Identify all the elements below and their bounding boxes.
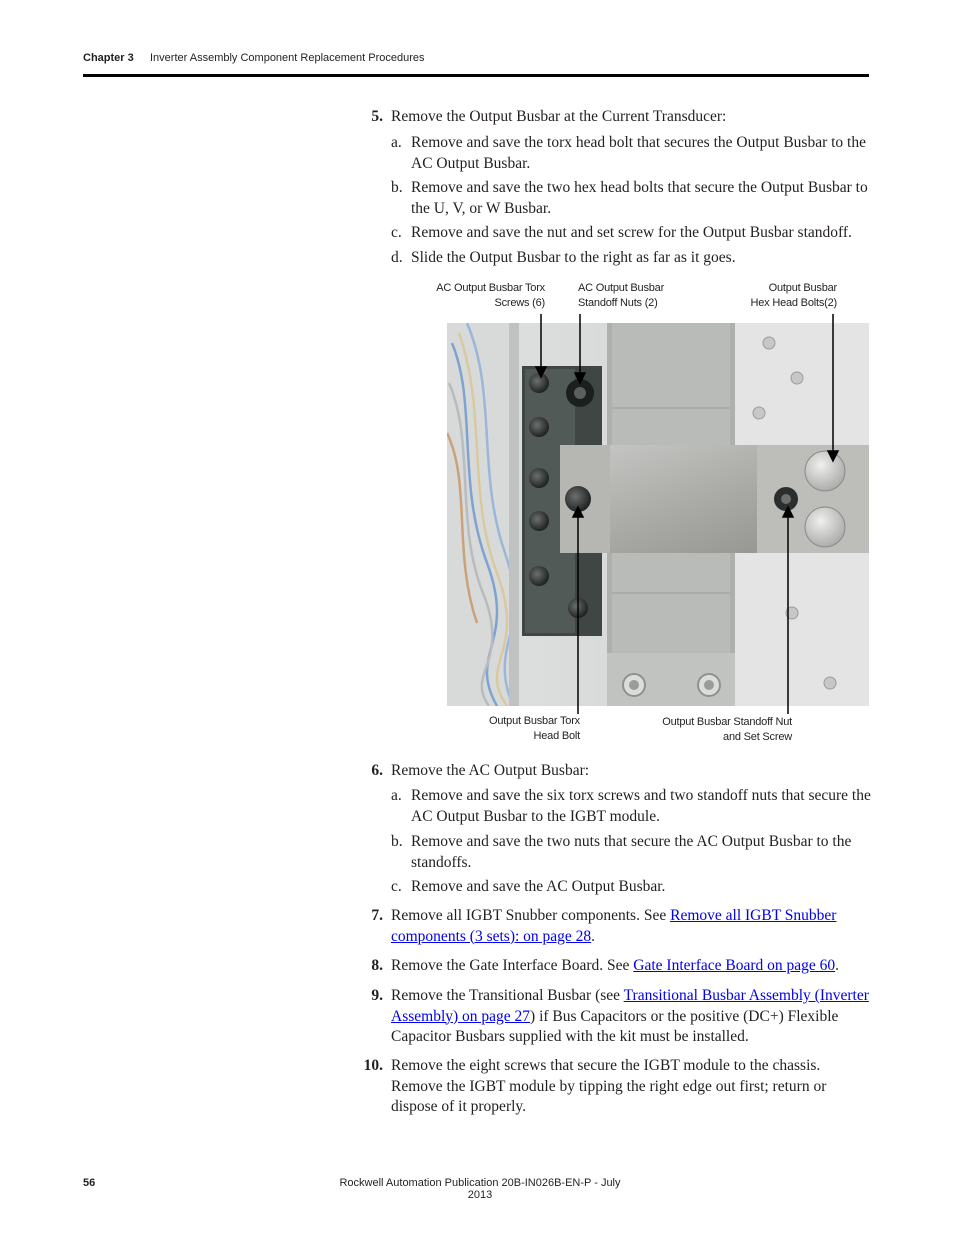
chapter-title: Inverter Assembly Component Replacement Procedures xyxy=(150,52,425,64)
step-number: 7. xyxy=(371,907,383,924)
link-gate-interface-board[interactable]: Gate Interface Board on page 60 xyxy=(633,957,836,974)
callout-line: AC Output Busbar Torx xyxy=(436,282,545,294)
substep-text: Slide the Output Busbar to the right as far as it goes. xyxy=(411,249,736,266)
chapter-label: Chapter 3 xyxy=(83,52,134,64)
step-text-pre: Remove all IGBT Snubber components. See xyxy=(391,907,671,924)
substep-text: Remove and save the AC Output Busbar. xyxy=(411,878,666,895)
step-number: 5. xyxy=(371,108,383,125)
substep-text: Remove and save the two nuts that secure the AC Output Busbar to the standoffs. xyxy=(411,833,852,871)
step-text-pre: Remove the Transitional Busbar (see xyxy=(391,987,624,1004)
step-number: 6. xyxy=(371,762,383,779)
substep-letter: a. xyxy=(391,134,402,151)
substep-text: Remove and save the six torx screws and two standoff nuts that secure the AC Output Busbar to the IGBT module. xyxy=(411,787,871,825)
substep-text: Remove and save the torx head bolt that secures the Output Busbar to the AC Output Busbar. xyxy=(411,134,866,172)
link-igbt-snubber[interactable]: Remove all IGBT Snubber components (3 sets): on page 28 xyxy=(391,907,837,945)
substep-letter: b. xyxy=(391,833,403,850)
step-number: 8. xyxy=(371,957,383,974)
substep-letter: c. xyxy=(391,224,402,241)
substep-letter: a. xyxy=(391,787,402,804)
publication-info: Rockwell Automation Publication 20B-IN026B-EN-P - July 2013 xyxy=(339,1177,621,1201)
step-text: Remove the Output Busbar at the Current Transducer: xyxy=(391,108,727,125)
step-number: 10. xyxy=(363,1057,383,1074)
callout-line: Screws (6) xyxy=(494,297,545,309)
callout-line: AC Output Busbar xyxy=(578,282,665,294)
step-text: Remove the eight screws that secure the IGBT module to the chassis. Remove the IGBT module by tipping the right edge out first; return or dispose of it properly. xyxy=(391,1057,827,1115)
step-number: 9. xyxy=(371,987,383,1004)
substep-letter: c. xyxy=(391,878,402,895)
callout-line: Standoff Nuts (2) xyxy=(578,297,658,309)
callout-line: Hex Head Bolts(2) xyxy=(750,297,837,309)
step-text-post: . xyxy=(835,957,840,974)
substep-letter: b. xyxy=(391,179,403,196)
link-transitional-busbar[interactable]: Transitional Busbar Assembly (Inverter Assembly) on page 27 xyxy=(391,987,869,1025)
step-text-pre: Remove the Gate Interface Board. See xyxy=(391,957,634,974)
step-text-post: ) if Bus Capacitors or the positive (DC+) Flexible Capacitor Busbars supplied with the kit must be installed. xyxy=(391,1007,839,1045)
step-text-post: . xyxy=(591,927,596,945)
substep-text: Remove and save the nut and set screw for the Output Busbar standoff. xyxy=(411,224,852,241)
callout-line: Output Busbar xyxy=(768,282,837,294)
substep-text: Remove and save the two hex head bolts that secure the Output Busbar to the U, V, or W Busbar. xyxy=(411,179,868,217)
callout-line: Head Bolt xyxy=(533,730,580,742)
callout-line: Output Busbar Standoff Nut xyxy=(662,716,792,728)
callout-line: Output Busbar Torx xyxy=(489,715,580,727)
page-number: 56 xyxy=(83,1177,96,1189)
step-text: Remove the AC Output Busbar: xyxy=(391,762,590,779)
substep-letter: d. xyxy=(391,249,403,266)
callout-line: and Set Screw xyxy=(723,731,792,743)
